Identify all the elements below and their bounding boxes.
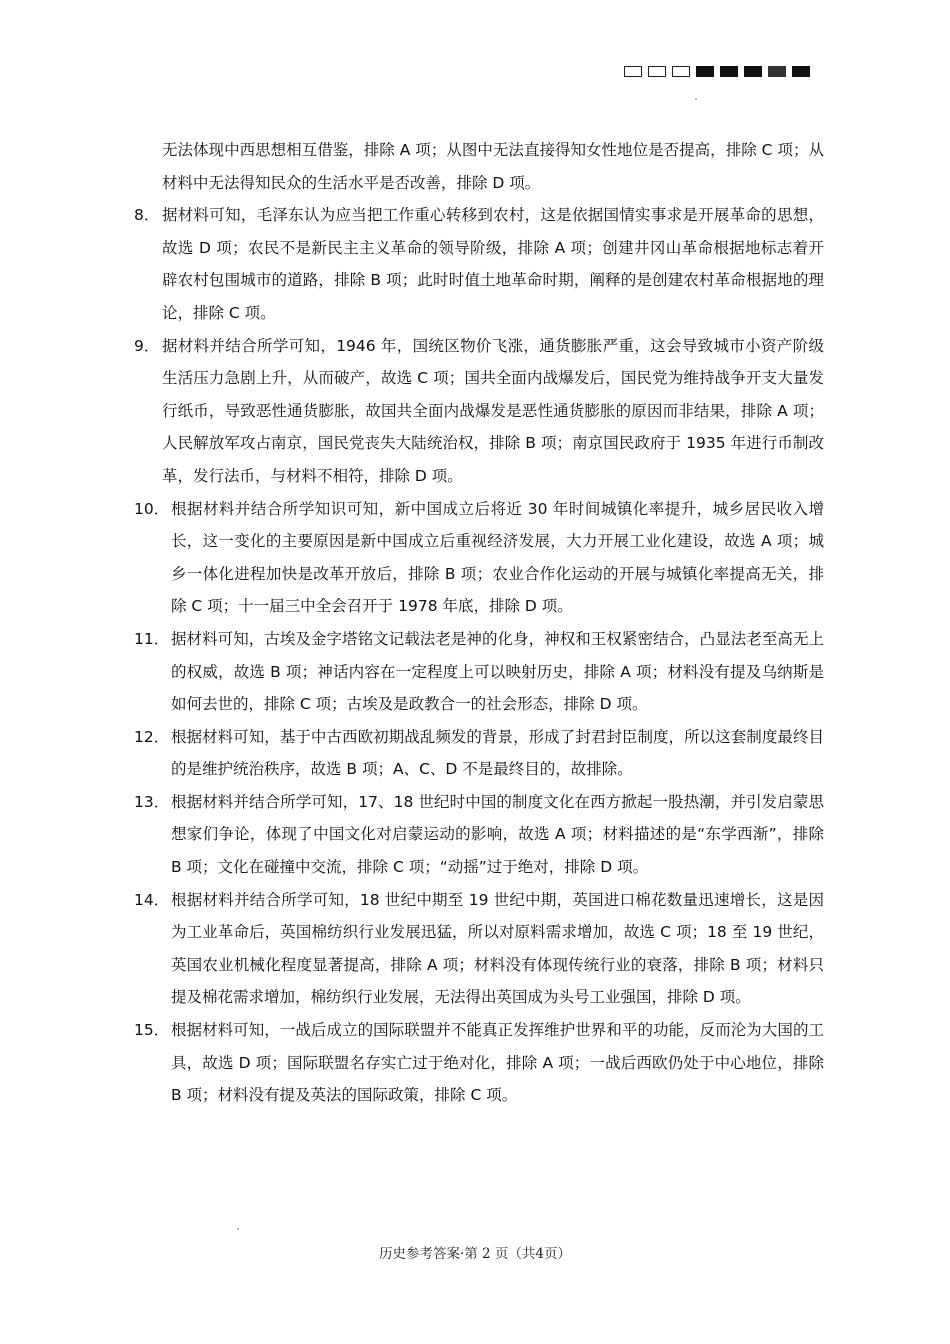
continuation-paragraph: 无法体现中西思想相互借鉴，排除 A 项；从图中无法直接得知女性地位是否提高，排除 C 项；从材料中无法得知民众的生活水平是否改善，排除 D 项。 bbox=[162, 141, 824, 192]
answer-text: 根据材料并结合所学可知，17、18 世纪时中国的制度文化在西方掀起一股热潮，并引发启蒙思想家们争论，体现了中国文化对启蒙运动的影响，故选 A 项；材料描述的是“东学西渐”，排除 B 项；文化在碰撞中交流，排除 C 项；“动摇”过于绝对，排除 D 项。 bbox=[171, 792, 824, 877]
header-mark bbox=[624, 66, 642, 77]
answer-item bbox=[134, 1014, 824, 1112]
header-mark bbox=[768, 66, 786, 77]
answer-text: 根据材料并结合所学可知，18 世纪中期至 19 世纪中期，英国进口棉花数量迅速增长，这是因为工业革命后，英国棉纺织行业发展迅猛，所以对原料需求增加，故选 C 项；18 至 19 世纪，英国农业机械化程度显著提高，排除 A 项；材料没有体现传统行业的衰落，排除 B 项；材料只提及棉花需求增加，棉纺织行业发展，无法得出英国成为头号工业强国，排除 D 项。 bbox=[171, 890, 824, 1007]
answer-text: 根据材料并结合所学知识可知，新中国成立后将近 30 年时间城镇化率提升，城乡居民收入增长，这一变化的主要原因是新中国成立后重视经济发展，大力开展工业化建设，故选 A 项；城乡一体化进程加快是改革开放后，排除 B 项；农业合作化运动的开展与城镇化率提高无关，排除 C 项；十一届三中全会召开于 1978 年底，排除 D 项。 bbox=[171, 499, 824, 616]
answer-text: 据材料可知，毛泽东认为应当把工作重心转移到农村，这是依据国情实事求是开展革命的思想，故选 D 项；农民不是新民主主义革命的领导阶级，排除 A 项；创建井冈山革命根据地标志着开辟农村包围城市的道路，排除 B 项；此时时值土地革命时期，阐释的是创建农村革命根据地的理论，排除 C 项。 bbox=[162, 206, 824, 322]
answer-number: 10． bbox=[134, 499, 170, 518]
header-mark bbox=[792, 66, 810, 77]
answer-item bbox=[134, 786, 824, 884]
header-mark bbox=[696, 66, 714, 77]
speck bbox=[695, 98, 697, 100]
header-mark bbox=[744, 66, 762, 77]
answer-text: 根据材料可知，基于中古西欧初期战乱频发的背景，形成了封君封臣制度，所以这套制度最终目的是维护统治秩序，故选 B 项；A、C、D 不是最终目的，故排除。 bbox=[171, 727, 824, 779]
answer-item bbox=[134, 884, 824, 1014]
answer-item bbox=[134, 493, 824, 623]
answer-content bbox=[134, 134, 824, 1112]
header-mark bbox=[648, 66, 666, 77]
answer-number: 13． bbox=[134, 792, 170, 811]
answer-number: 15． bbox=[134, 1021, 170, 1040]
answer-text: 根据材料可知，一战后成立的国际联盟并不能真正发挥维护世界和平的功能，反而沦为大国的工具，故选 D 项；国际联盟名存实亡过于绝对化，排除 A 项；一战后西欧仍处于中心地位，排除 B 项；材料没有提及英法的国际政策，排除 C 项。 bbox=[171, 1021, 824, 1105]
header-marks bbox=[624, 66, 810, 77]
answer-number: 14． bbox=[134, 890, 170, 909]
answer-item bbox=[134, 199, 824, 329]
speck bbox=[237, 1228, 239, 1230]
page-footer: 历史参考答案·第 2 页（共4页） bbox=[378, 1246, 572, 1262]
header-mark bbox=[720, 66, 738, 77]
header-mark bbox=[672, 66, 690, 77]
answer-number: 11． bbox=[134, 629, 170, 648]
answer-number: 9． bbox=[134, 336, 160, 355]
answer-text: 据材料可知，古埃及金字塔铭文记载法老是神的化身，神权和王权紧密结合，凸显法老至高无上的权威，故选 B 项；神话内容在一定程度上可以映射历史，排除 A 项；材料没有提及乌纳斯是如何去世的，排除 C 项；古埃及是政教合一的社会形态，排除 D 项。 bbox=[171, 629, 824, 714]
answer-item bbox=[134, 623, 824, 721]
answer-number: 12． bbox=[134, 727, 170, 746]
answer-item bbox=[134, 721, 824, 786]
answer-number: 8． bbox=[134, 206, 160, 225]
answer-text: 据材料并结合所学可知，1946 年，国统区物价飞涨，通货膨胀严重，这会导致城市小资产阶级生活压力急剧上升，从而破产，故选 C 项；国共全面内战爆发后，国民党为维持战争开支大量发行纸币，导致恶性通货膨胀，故国共全面内战爆发是恶性通货膨胀的原因而非结果，排除 A 项；人民解放军攻占南京，国民党丧失大陆统治权，排除 B 项；南京国民政府于 1935 年进行币制改革，发行法币，与材料不相符，排除 D 项。 bbox=[162, 336, 824, 485]
answer-item bbox=[134, 330, 824, 493]
